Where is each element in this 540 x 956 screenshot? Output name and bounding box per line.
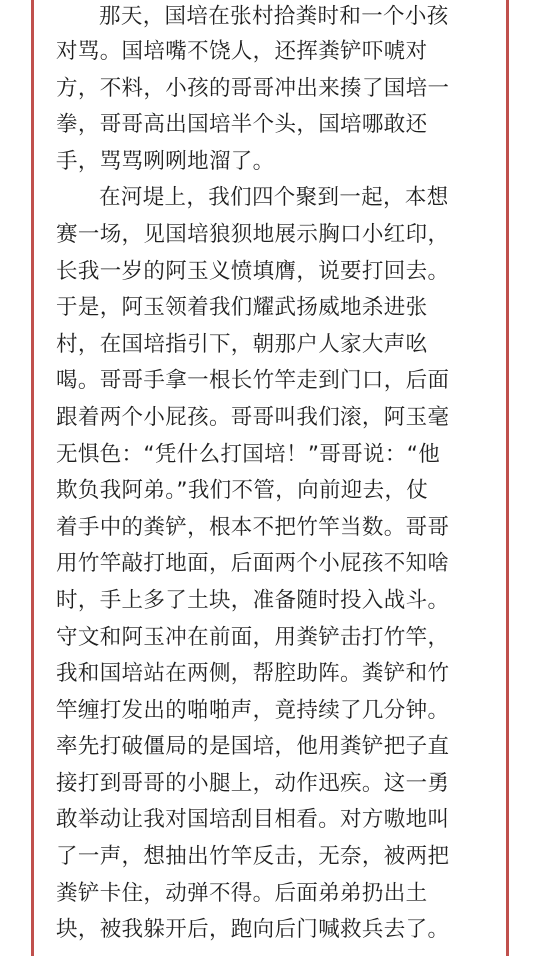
paragraph-2-line-7: 跟着两个小屁孩。哥哥叫我们滚，阿玉毫 (56, 404, 450, 430)
paragraph-2-line-3: 长我一岁的阿玉义愤填膺，说要打回去。 (56, 258, 450, 284)
paragraph-2-line-20: 粪铲卡住，动弹不得。后面弟弟扔出土 (56, 880, 428, 906)
paragraph-2-line-19: 了一声，想抽出竹竿反击，无奈，被两把 (56, 844, 450, 870)
paragraph-2-line-4: 于是，阿玉领着我们耀武扬威地杀进张 (56, 295, 428, 321)
paragraph-2-line-15: 竿缠打发出的啪啪声，竟持续了几分钟。 (56, 697, 450, 723)
right-border-rule (506, 0, 509, 956)
paragraph-2-line-10: 着手中的粪铲，根本不把竹竿当数。哥哥 (56, 514, 450, 540)
paragraph-2-line-14: 我和国培站在两侧，帮腔助阵。粪铲和竹 (56, 661, 450, 687)
paragraph-2-line-5: 村，在国培指引下，朝那户人家大声吆 (56, 331, 428, 357)
paragraph-2-line-21: 块，被我躲开后，跑向后门喊救兵去了。 (56, 917, 450, 943)
paragraph-1-line-5: 手，骂骂咧咧地溜了。 (56, 148, 275, 174)
paragraph-2-line-18: 敢举动让我对国培刮目相看。对方嗷地叫 (56, 807, 450, 833)
paragraph-2-line-8: 无惧色：“凭什么打国培！”哥哥说：“他 (56, 441, 441, 467)
paragraph-1-line-4: 拳，哥哥高出国培半个头，国培哪敢还 (56, 112, 428, 138)
paragraph-1-line-3: 方，不料，小孩的哥哥冲出来揍了国培一 (56, 75, 450, 101)
paragraph-2-line-16: 率先打破僵局的是国培，他用粪铲把子直 (56, 734, 450, 760)
paragraph-2-line-9: 欺负我阿弟。”我们不管，向前迎去，仗 (56, 478, 429, 504)
paragraph-2-line-17: 接打到哥哥的小腿上，动作迅疾。这一勇 (56, 770, 450, 796)
article-body (56, 0, 486, 949)
paragraph-1-line-2: 对骂。国培嘴不饶人，还挥粪铲吓唬对 (56, 39, 428, 64)
paragraph-2-line-13: 守文和阿玉冲在前面，用粪铲击打竹竿， (56, 624, 450, 650)
left-border-rule (31, 0, 34, 956)
paragraph-1-line-1: 那天，国培在张村拾粪时和一个小孩 (99, 4, 449, 29)
paragraph-2-line-1: 在河堤上，我们四个聚到一起，本想 (99, 185, 449, 211)
paragraph-2-line-2: 赛一场，见国培狼狈地展示胸口小红印， (56, 221, 450, 247)
paragraph-2-line-6: 喝。哥哥手拿一根长竹竿走到门口，后面 (56, 368, 450, 394)
paragraph-2-line-12: 时，手上多了土块，准备随时投入战斗。 (56, 587, 450, 613)
paragraph-2-line-11: 用竹竿敲打地面，后面两个小屁孩不知啥 (56, 551, 450, 577)
